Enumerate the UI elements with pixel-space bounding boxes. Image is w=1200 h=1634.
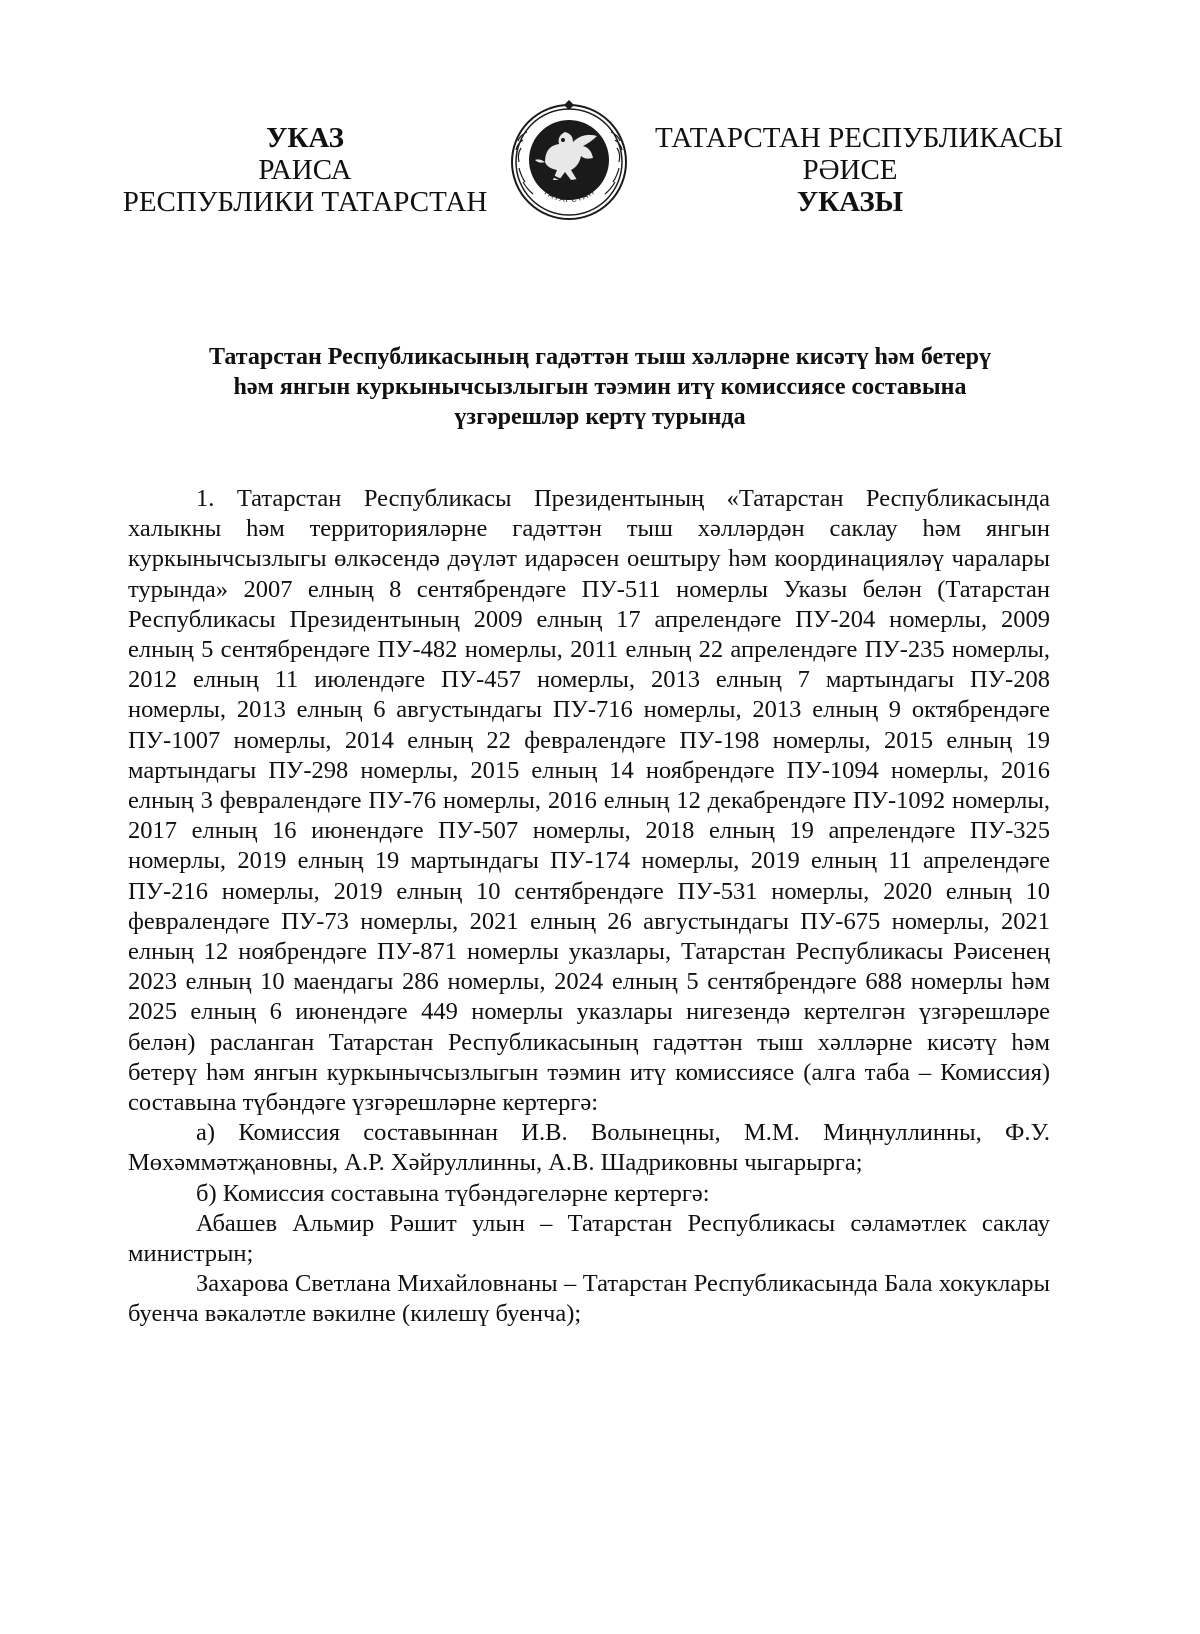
document-body xyxy=(128,484,1050,1330)
header-tatar xyxy=(655,122,1063,218)
tatarstan-emblem-icon xyxy=(505,96,633,224)
header-left-line-1: УКАЗ xyxy=(266,122,344,154)
title-line-1: Татарстан Республикасының гадәттән тыш хәлләрне кисәтү һәм бетерү xyxy=(208,344,991,370)
header-left-line-2: РАИСА xyxy=(258,154,352,186)
paragraph-1: 1. Татарстан Республикасы Президентының «Татарстан Республикасында халыкны һәм территорияләрне гадәттән тыш хәлләрдән саклау һәм янгын куркынычсызлыгы өлкәсендә дәүләт идарәсен оештыру һәм координацияләү чаралары турында» 2007 елның 8 сентябрендәге ПУ-511 номерлы Указы белән (Татарстан Республикасы Президентының 2009 елның 17 апрелендәге ПУ-204 номерлы, 2009 елның 5 сентябрендәге ПУ-482 номерлы, 2011 елның 22 апрелендәге ПУ-235 номерлы, 2012 елның 11 июлендәге ПУ-457 номерлы, 2013 елның 7 мартындагы ПУ-208 номерлы, 2013 елның 6 августындагы ПУ-716 номерлы, 2013 елның 9 октябрендәге ПУ-1007 номерлы, 2014 елның 22 февралендәге ПУ-198 номерлы, 2015 елның 19 мартындагы ПУ-298 номерлы, 2015 елның 14 ноябрендәге ПУ-1094 номерлы, 2016 елның 3 февралендәге ПУ-76 номерлы, 2016 елның 12 декабрендәге ПУ-1092 номерлы, 2017 елның 16 июнендәге ПУ-507 номерлы, 2018 елның 19 апрелендәге ПУ-325 номерлы, 2019 елның 19 мартындагы ПУ-174 номерлы, 2019 елның 11 апрелендәге ПУ-216 номерлы, 2019 елның 10 сентябрендәге ПУ-531 номерлы, 2020 елның 10 февралендәге ПУ-73 номерлы, 2021 елның 26 августындагы ПУ-675 номерлы, 2021 елның 12 ноябрендәге ПУ-871 номерлы указлары, Татарстан Республикасы Рәисенең 2023 елның 10 маендагы 286 номерлы, 2024 елның 5 сентябрендәге 688 номерлы һәм 2025 елның 6 июнендәге 449 номерлы указлары нигезендә кертелгән үзгәрешләре белән) расланган Татарстан Республикасының гадәттән тыш хәлләрне кисәтү һәм бетерү һәм янгын куркынычсызлыгын тәэмин итү комиссиясе (алга таба – Комиссия) составына түбәндәге үзгәрешләрне кертергә: xyxy=(128,485,1050,1117)
header-left-line-3: РЕСПУБЛИКИ ТАТАРСТАН xyxy=(122,186,488,218)
header-right-line-1: ТАТАРСТАН РЕСПУБЛИКАСЫ xyxy=(655,122,1063,154)
header-right-line-3: УКАЗЫ xyxy=(796,186,904,218)
title-line-3: үзгәрешләр кертү турында xyxy=(454,404,746,430)
person-1: Абашев Альмир Рәшит улын – Татарстан Республикасы сәламәтлек саклау министрын; xyxy=(128,1209,1050,1268)
document-title xyxy=(110,342,1090,432)
item-a: а) Комиссия составыннан И.В. Волынецны, М.М. Миңнуллинны, Ф.У. Мөхәммәтҗановны, А.Р. Хәйруллинны, А.В. Шадриковны чыгарырга; xyxy=(128,1119,1050,1177)
emblem-lettering: ТАТАРСТАН xyxy=(541,187,597,205)
header-right-line-2: РӘИСЕ xyxy=(802,154,898,186)
title-line-2: һәм янгын куркынычсызлыгын тәэмин итү комиссиясе составына xyxy=(233,374,967,400)
item-b: б) Комиссия составына түбәндәгеләрне кертергә: xyxy=(196,1179,710,1207)
header-russian xyxy=(120,122,490,218)
person-2: Захарова Светлана Михайловнаны – Татарстан Республикасында Бала хокуклары буенча вәкаләтле вәкилне (килешү буенча); xyxy=(128,1270,1050,1328)
